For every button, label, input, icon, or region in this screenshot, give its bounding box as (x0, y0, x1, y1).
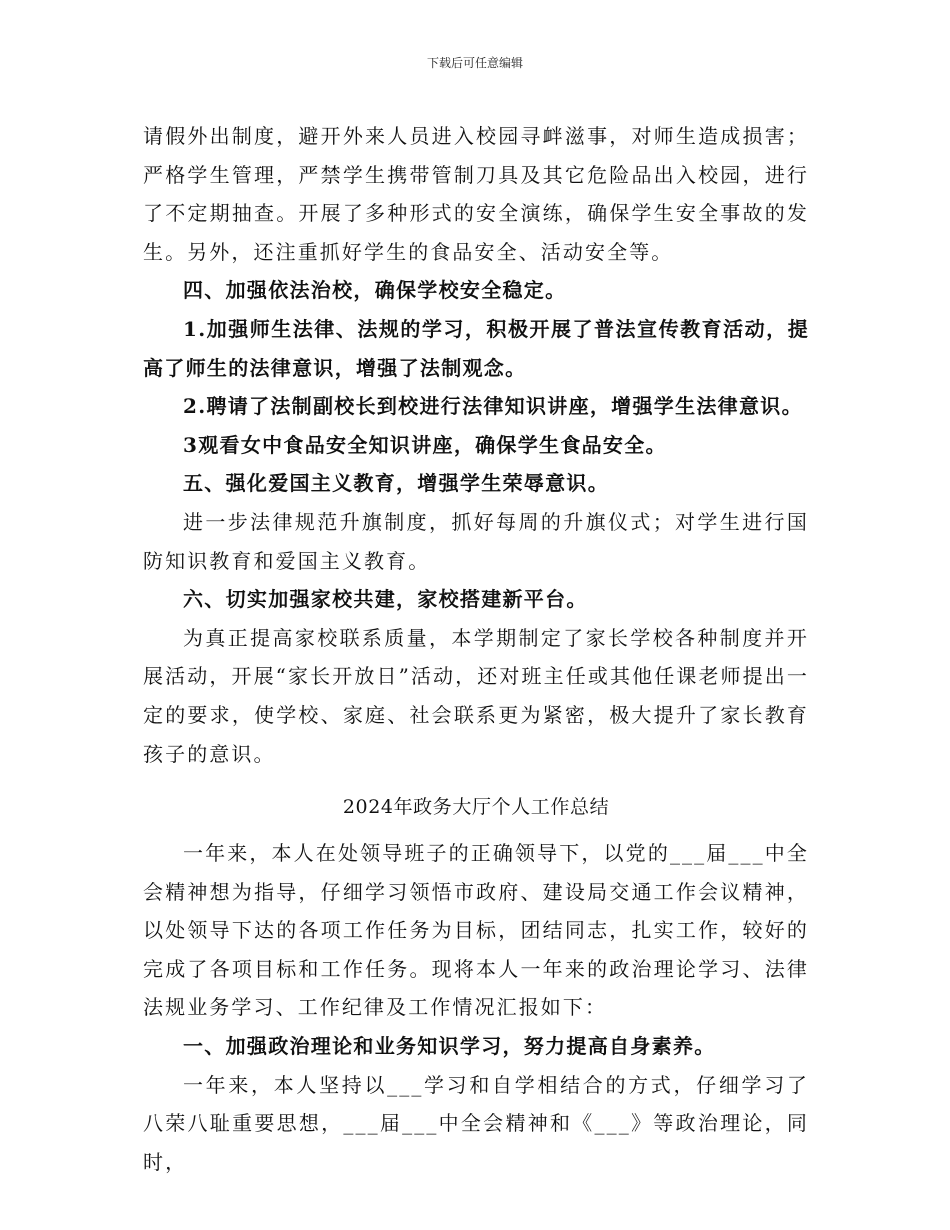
body-paragraph: 为真正提高家校联系质量，本学期制定了家长学校各种制度并开展活动，开展“家长开放日”活动，还对班主任或其他任课老师提出一定的要求，使学校、家庭、社会联系更为紧密，极大提升了家长教育孩子的意识。 (143, 625, 809, 766)
body-paragraph: 一年来，本人坚持以___学习和自学相结合的方式，仔细学习了八荣八耻重要思想，___届___中全会精神和《___》等政治理论，同时， (143, 1072, 809, 1174)
numbered-item: 2.聘请了法制副校长到校进行法律知识讲座，增强学生法律意识。 (183, 394, 803, 419)
section-heading: 五、强化爱国主义教育，增强学生荣辱意识。 (183, 471, 609, 496)
document-body (143, 117, 809, 1181)
body-paragraph: 进一步法律规范升旗制度，抓好每周的升旗仪式；对学生进行国防知识教育和爱国主义教育。 (143, 509, 809, 573)
numbered-item: 3观看女中食品安全知识讲座，确保学生食品安全。 (183, 432, 667, 457)
section-heading: 六、切实加强家校共建，家校搭建新平台。 (183, 587, 588, 612)
document-title: 2024年政务大厅个人工作总结 (342, 796, 610, 819)
numbered-item: 1.加强师生法律、法规的学习，积极开展了普法宣传教育活动，提高了师生的法律意识，增强了法制观念。 (143, 316, 809, 380)
body-paragraph: 一年来，本人在处领导班子的正确领导下，以党的___届___中全会精神想为指导，仔细学习领悟市政府、建设局交通工作会议精神，以处领导下达的各项工作任务为目标，团结同志，扎实工作，较好的完成了各项目标和工作任务。现将本人一年来的政治理论学习、法律法规业务学习、工作纪律及工作情况汇报如下： (143, 841, 809, 1020)
page-header: 下载后可任意编辑 (426, 56, 523, 70)
body-paragraph: 请假外出制度，避开外来人员进入校园寻衅滋事，对师生造成损害；严格学生管理，严禁学生携带管制刀具及其它危险品出入校园，进行了不定期抽查。开展了多种形式的安全演练，确保学生安全事故的发生。另外，还注重抓好学生的食品安全、活动安全等。 (143, 124, 809, 264)
section-heading: 四、加强依法治校，确保学校安全稳定。 (183, 278, 567, 303)
section-heading: 一、加强政治理论和业务知识学习，努力提高自身素养。 (183, 1034, 716, 1059)
